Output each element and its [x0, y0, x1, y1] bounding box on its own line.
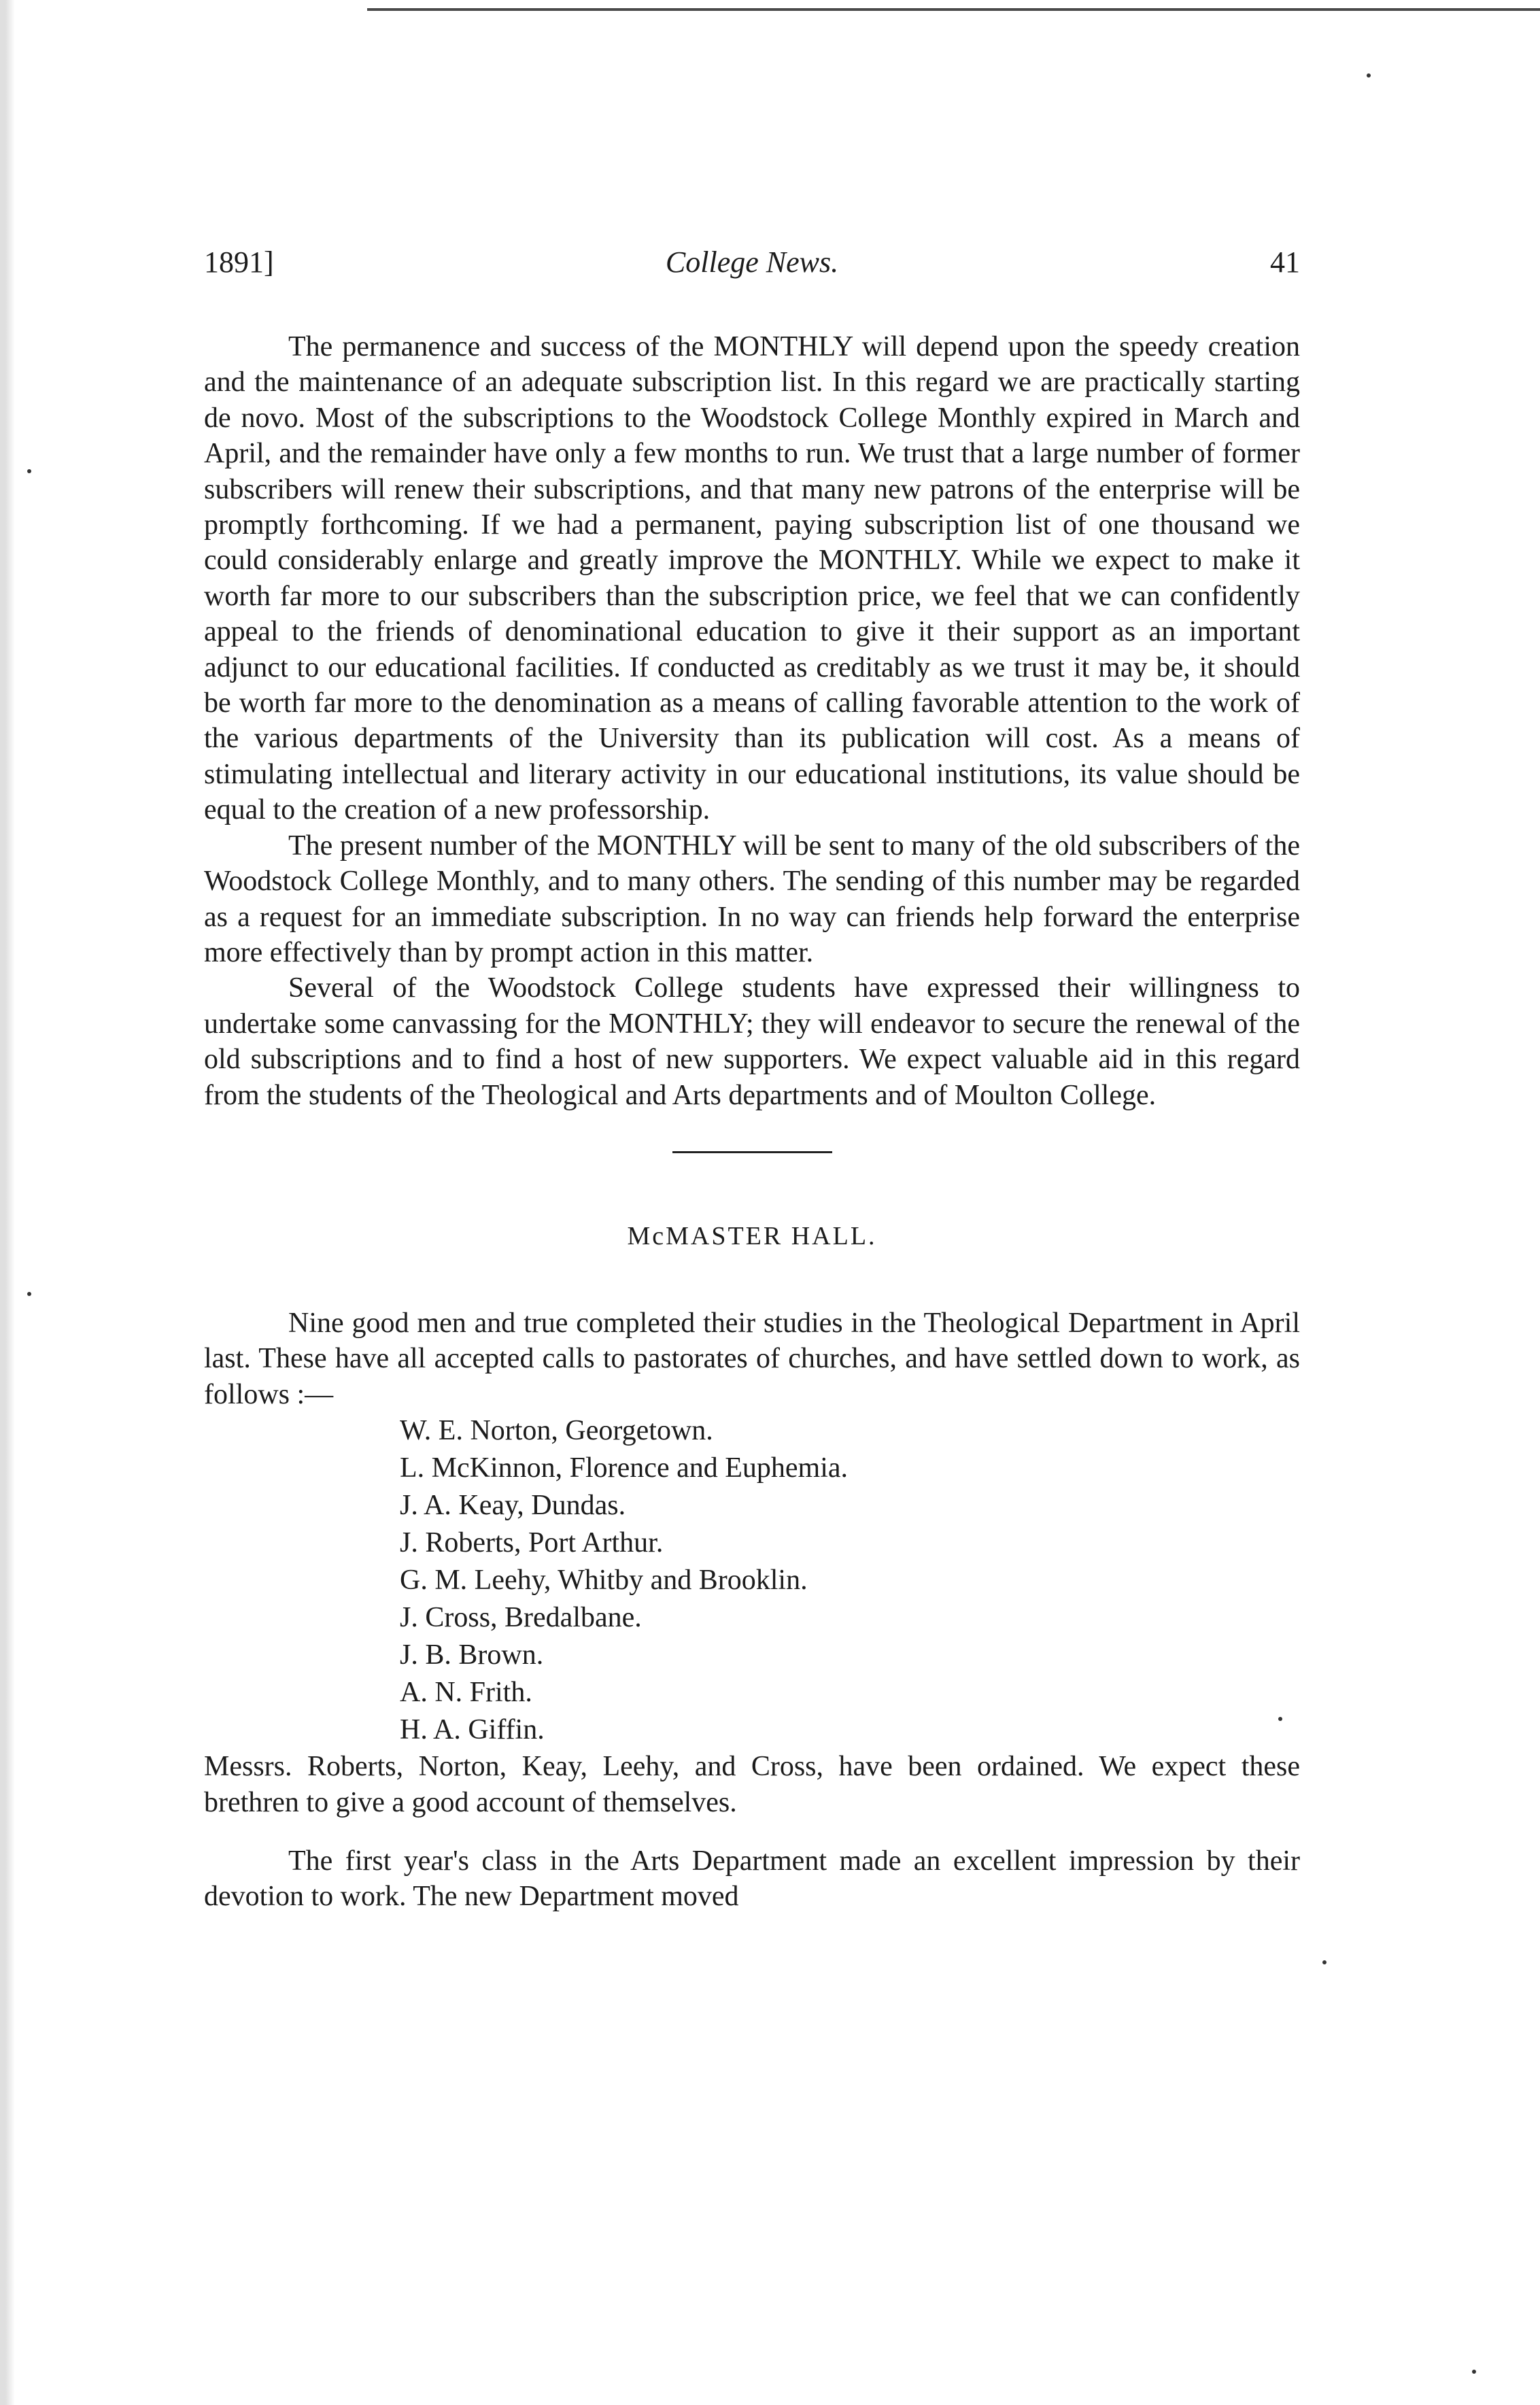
paragraph-subscriptions: The permanence and success of the MONTHLY will depend upon the speedy creation and the maintenance of an adequate subscription list. In this regard we are practically starting de novo. Most of the subscriptions to the Woodstock College Monthly expired in March and April, and the remainder have only a few months to run. We trust that a large number of former subscribers will renew their subscriptions, and that many new patrons of the enterprise will be promptly forthcoming. If we had a permanent, paying subscription list of one thousand we could considerably enlarge and greatly improve the MONTHLY. While we expect to make it worth far more to our subscribers than the subscription price, we feel that we can confidently appeal to the friends of denominational education to give it their support as an important adjunct to our educational facilities. If conducted as creditably as we trust it may be, it should be worth far more to the denomination as a means of calling favorable attention to the work of the various departments of the University than its publication will cost. As a means of stimulating intellectual and literary activity in our educational institutions, its value should be equal to the creation of a new professorship.	[204, 331, 1300, 826]
list-item: J. B. Brown.	[400, 1639, 544, 1671]
graduate-list	[400, 1412, 1300, 1749]
header-title: College News.	[665, 245, 839, 279]
speck-mark	[1367, 73, 1371, 78]
speck-mark	[1322, 1960, 1327, 1964]
speck-mark	[27, 1292, 31, 1296]
scan-edge-shadow	[0, 0, 15, 2405]
list-item: J. Cross, Bredalbane.	[400, 1602, 642, 1634]
document-page	[204, 245, 1300, 1915]
header-year: 1891]	[204, 245, 274, 279]
paragraph-arts-department: The first year's class in the Arts Department made an excellent impression by their devotion to work. The new Department moved	[204, 1845, 1300, 1913]
running-header	[204, 245, 1300, 292]
paragraph-ordained: Messrs. Roberts, Norton, Keay, Leehy, and Cross, have been ordained. We expect these brethren to give a good account of themselves.	[204, 1751, 1300, 1818]
section-heading: McMASTER HALL.	[627, 1221, 877, 1250]
list-item: J. Roberts, Port Arthur.	[400, 1527, 664, 1559]
section-divider	[672, 1151, 832, 1153]
list-item: J. A. Keay, Dundas.	[400, 1490, 626, 1522]
top-border-rule	[367, 8, 1540, 11]
speck-mark	[27, 469, 31, 473]
paragraph-graduates: Nine good men and true completed their studies in the Theological Department in April last. These have all accepted calls to pastorates of churches, and have settled down to work, as follows :—	[204, 1307, 1300, 1410]
list-item: L. McKinnon, Florence and Euphemia.	[400, 1452, 848, 1484]
list-item: W. E. Norton, Georgetown.	[400, 1415, 713, 1447]
paragraph-canvassing: Several of the Woodstock College students have expressed their willingness to undertake some canvassing for the MONTHLY; they will endeavor to secure the renewal of the old subscriptions and to find a host of new supporters. We expect valuable aid in this regard from the students of the Theological and Arts departments and of Moulton College.	[204, 972, 1300, 1111]
list-item: A. N. Frith.	[400, 1677, 532, 1709]
list-item: H. A. Giffin.	[400, 1714, 545, 1746]
list-item: G. M. Leehy, Whitby and Brooklin.	[400, 1565, 808, 1597]
speck-mark	[1472, 2370, 1476, 2374]
paragraph-present-number: The present number of the MONTHLY will be sent to many of the old subscribers of the Woodstock College Monthly, and to many others. The sending of this number may be regarded as a request for an immediate subscription. In no way can friends help forward the enterprise more effectively than by prompt action in this matter.	[204, 830, 1300, 968]
page-number: 41	[1270, 245, 1300, 279]
